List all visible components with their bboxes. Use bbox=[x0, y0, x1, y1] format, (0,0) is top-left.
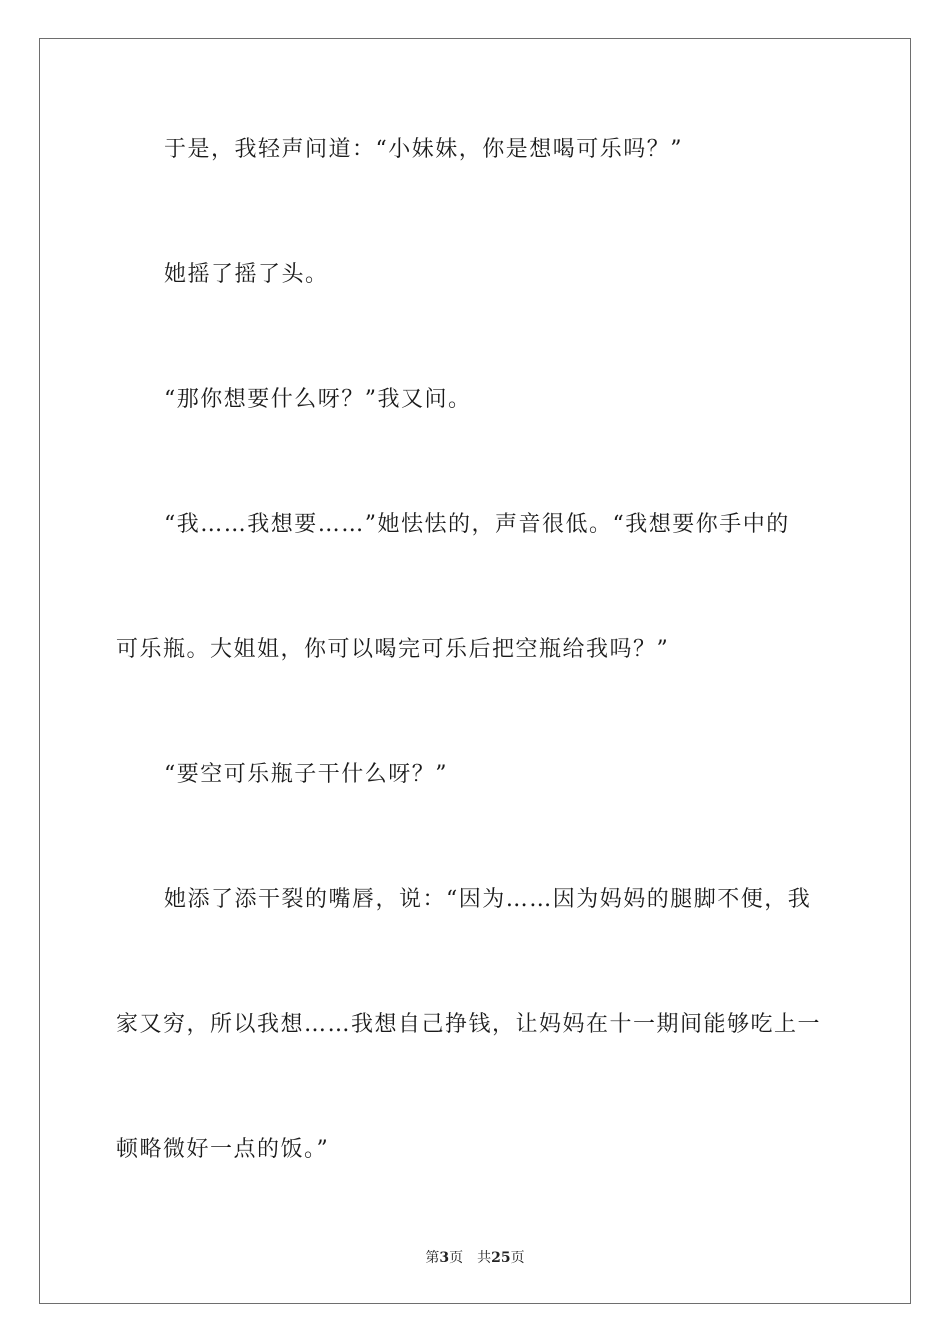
paragraph-6-line-2: 家又穷，所以我想……我想自己挣钱，让妈妈在十一期间能够吃上一 bbox=[116, 1012, 822, 1037]
paragraph-3: “那你想要什么呀？”我又问。 bbox=[164, 387, 472, 412]
page-border bbox=[39, 38, 911, 1304]
paragraph-4-line-1: “我……我想要……”她怯怯的，声音很低。“我想要你手中的 bbox=[164, 512, 790, 537]
total-suffix: 页 bbox=[510, 1250, 525, 1266]
page-suffix: 页 bbox=[449, 1250, 464, 1266]
page-prefix: 第 bbox=[425, 1250, 440, 1266]
paragraph-5: “要空可乐瓶子干什么呀？” bbox=[164, 762, 448, 787]
paragraph-2: 她摇了摇了头。 bbox=[164, 262, 329, 287]
paragraph-4-line-2: 可乐瓶。大姐姐，你可以喝完可乐后把空瓶给我吗？” bbox=[116, 637, 670, 662]
page-footer bbox=[0, 1248, 950, 1268]
paragraph-1: 于是，我轻声问道：“小妹妹，你是想喝可乐吗？” bbox=[164, 137, 683, 162]
paragraph-6-line-3: 顿略微好一点的饭。” bbox=[116, 1137, 330, 1162]
page-number: 3 bbox=[439, 1250, 450, 1266]
total-pages: 25 bbox=[491, 1250, 511, 1266]
paragraph-6-line-1: 她添了添干裂的嘴唇，说：“因为……因为妈妈的腿脚不便，我 bbox=[164, 887, 812, 912]
total-prefix: 共 bbox=[477, 1250, 492, 1266]
